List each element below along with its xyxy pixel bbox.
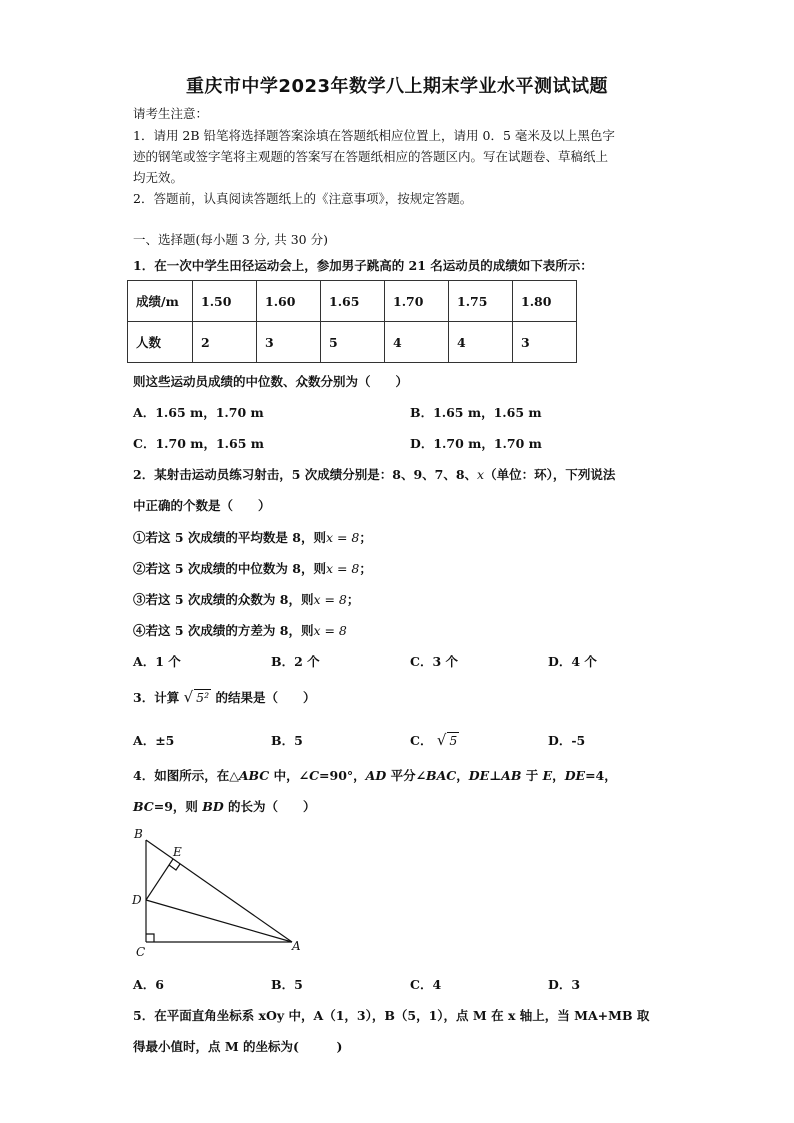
math-var: DE bbox=[468, 768, 490, 783]
q1-option-b: B．1.65 m，1.65 m bbox=[410, 405, 542, 420]
q2-stem-line2: 中正确的个数是（ ） bbox=[133, 498, 271, 513]
text: 4．如图所示，在△ bbox=[133, 768, 239, 783]
text: 的长为（ ） bbox=[223, 799, 316, 814]
table-row bbox=[128, 322, 577, 363]
triangle-figure bbox=[128, 826, 318, 960]
math-var: E bbox=[542, 768, 553, 783]
text: ⊥ bbox=[489, 768, 502, 783]
text: =4， bbox=[585, 768, 617, 783]
label-b: B bbox=[134, 827, 143, 841]
q5-stem-line2: 得最小值时，点 M 的坐标为( ) bbox=[133, 1039, 343, 1054]
q2-option-c: C．3 个 bbox=[410, 654, 458, 669]
text: 于 bbox=[521, 768, 543, 783]
notice-item1-line1: 1．请用 2B 铅笔将选择题答案涂填在答题纸相应位置上，请用 0．5 毫米及以上黑色字 bbox=[133, 128, 615, 143]
q2-stem-line1 bbox=[133, 465, 615, 483]
q1-option-c: C．1.70 m，1.65 m bbox=[133, 436, 264, 451]
q3-stem bbox=[133, 688, 315, 706]
q4-stem-line1 bbox=[133, 766, 617, 784]
q2-statement-3 bbox=[133, 590, 359, 608]
table-cell: 4 bbox=[449, 322, 513, 363]
equation: x = 8 bbox=[325, 561, 360, 576]
table-cell: 1.60 bbox=[257, 281, 321, 322]
statement-text: ④若这 5 次成绩的方差为 8，则 bbox=[133, 623, 314, 638]
q3-option-c bbox=[410, 731, 459, 749]
table-cell: 成绩/m bbox=[128, 281, 193, 322]
math-var: BD bbox=[202, 799, 224, 814]
radicand: 5² bbox=[196, 690, 210, 705]
label-e: E bbox=[173, 845, 182, 859]
q4-stem-line2 bbox=[133, 797, 316, 815]
table-cell: 1.70 bbox=[385, 281, 449, 322]
segment-ad bbox=[146, 900, 292, 942]
q2-stem-part: 2．某射击运动员练习射击，5 次成绩分别是：8、9、7、8、 bbox=[133, 467, 478, 482]
q2-option-d: D．4 个 bbox=[548, 654, 597, 669]
q2-option-b: B．2 个 bbox=[271, 654, 320, 669]
sqrt-expression bbox=[437, 731, 460, 749]
table-cell: 2 bbox=[193, 322, 257, 363]
sqrt-sign-icon: √ bbox=[183, 688, 194, 706]
table-cell: 1.80 bbox=[513, 281, 577, 322]
text: =90°， bbox=[319, 768, 366, 783]
equation: x = 8 bbox=[313, 623, 347, 638]
table-cell: 1.65 bbox=[321, 281, 385, 322]
equation: x = 8 bbox=[325, 530, 360, 545]
math-var: BC bbox=[133, 799, 154, 814]
notice-item1-line2: 迹的钢笔或签字笔将主观题的答案写在答题纸相应的答题区内。写在试题卷、草稿纸上 bbox=[133, 149, 609, 164]
q4-option-c: C．4 bbox=[410, 977, 442, 992]
math-var: C bbox=[309, 768, 320, 783]
q4-option-a: A．6 bbox=[133, 977, 164, 992]
right-angle-e-icon bbox=[169, 864, 180, 870]
q3-option-b: B．5 bbox=[271, 733, 303, 748]
math-var: BAC bbox=[426, 768, 457, 783]
table-cell: 4 bbox=[385, 322, 449, 363]
table-cell: 5 bbox=[321, 322, 385, 363]
table-cell: 1.50 bbox=[193, 281, 257, 322]
sqrt-sign-icon: √ bbox=[436, 731, 447, 749]
text: ， bbox=[456, 768, 469, 783]
equation: x = 8 bbox=[313, 592, 347, 607]
q2-option-a: A．1 个 bbox=[133, 654, 181, 669]
punctuation: ； bbox=[359, 561, 372, 576]
notice-item1-line3: 均无效。 bbox=[133, 170, 184, 185]
option-label: C． bbox=[410, 733, 433, 748]
q3-option-a: A．±5 bbox=[133, 733, 175, 748]
statement-text: ②若这 5 次成绩的中位数为 8，则 bbox=[133, 561, 326, 576]
text: =9，则 bbox=[153, 799, 203, 814]
q1-stem: 1．在一次中学生田径运动会上，参加男子跳高的 21 名运动员的成绩如下表所示： bbox=[133, 258, 593, 273]
table-cell: 3 bbox=[513, 322, 577, 363]
text: 中，∠ bbox=[269, 768, 310, 783]
statement-text: ①若这 5 次成绩的平均数是 8，则 bbox=[133, 530, 326, 545]
math-var: ABC bbox=[238, 768, 270, 783]
label-d: D bbox=[132, 893, 142, 907]
table-cell: 1.75 bbox=[449, 281, 513, 322]
notice-heading: 请考生注意： bbox=[133, 106, 209, 121]
q5-stem-line1: 5．在平面直角坐标系 xOy 中，A（1，3），B（5，1），点 M 在 x 轴上，当 MA+MB 取 bbox=[133, 1008, 650, 1023]
sqrt-expression bbox=[184, 688, 212, 706]
q1-score-table bbox=[127, 280, 577, 363]
q2-statement-4 bbox=[133, 621, 347, 639]
q2-variable: x bbox=[477, 467, 485, 482]
table-cell: 人数 bbox=[128, 322, 193, 363]
notice-item2: 2．答题前，认真阅读答题纸上的《注意事项》，按规定答题。 bbox=[133, 191, 473, 206]
page-title: 重庆市中学2023年数学八上期末学业水平测试试题 bbox=[185, 76, 609, 97]
math-var: AD bbox=[365, 768, 387, 783]
q3-stem-part: 3．计算 bbox=[133, 690, 180, 705]
q1-option-a: A．1.65 m，1.70 m bbox=[133, 405, 264, 420]
q2-statement-2 bbox=[133, 559, 372, 577]
text: 平分∠ bbox=[386, 768, 427, 783]
radicand: 5 bbox=[449, 733, 458, 748]
punctuation: ； bbox=[359, 530, 372, 545]
label-a: A bbox=[292, 939, 301, 953]
q4-option-b: B．5 bbox=[271, 977, 303, 992]
q2-stem-part: （单位：环），下列说法 bbox=[484, 467, 616, 482]
table-cell: 3 bbox=[257, 322, 321, 363]
math-var: AB bbox=[501, 768, 522, 783]
segment-ab bbox=[146, 840, 292, 942]
section-heading: 一、选择题(每小题 3 分, 共 30 分) bbox=[133, 232, 328, 247]
table-row bbox=[128, 281, 577, 322]
label-c: C bbox=[136, 945, 146, 959]
math-var: DE bbox=[564, 768, 586, 783]
q2-statement-1 bbox=[133, 528, 372, 546]
q4-option-d: D．3 bbox=[548, 977, 581, 992]
q1-ask: 则这些运动员成绩的中位数、众数分别为（ ） bbox=[133, 374, 409, 389]
text: ， bbox=[552, 768, 565, 783]
q3-stem-part: 的结果是（ ） bbox=[215, 690, 316, 705]
q3-option-d: D．-5 bbox=[548, 733, 586, 748]
statement-text: ③若这 5 次成绩的众数为 8，则 bbox=[133, 592, 314, 607]
right-angle-c-icon bbox=[146, 934, 154, 942]
punctuation: ； bbox=[346, 592, 360, 607]
q1-option-d: D．1.70 m，1.70 m bbox=[410, 436, 542, 451]
